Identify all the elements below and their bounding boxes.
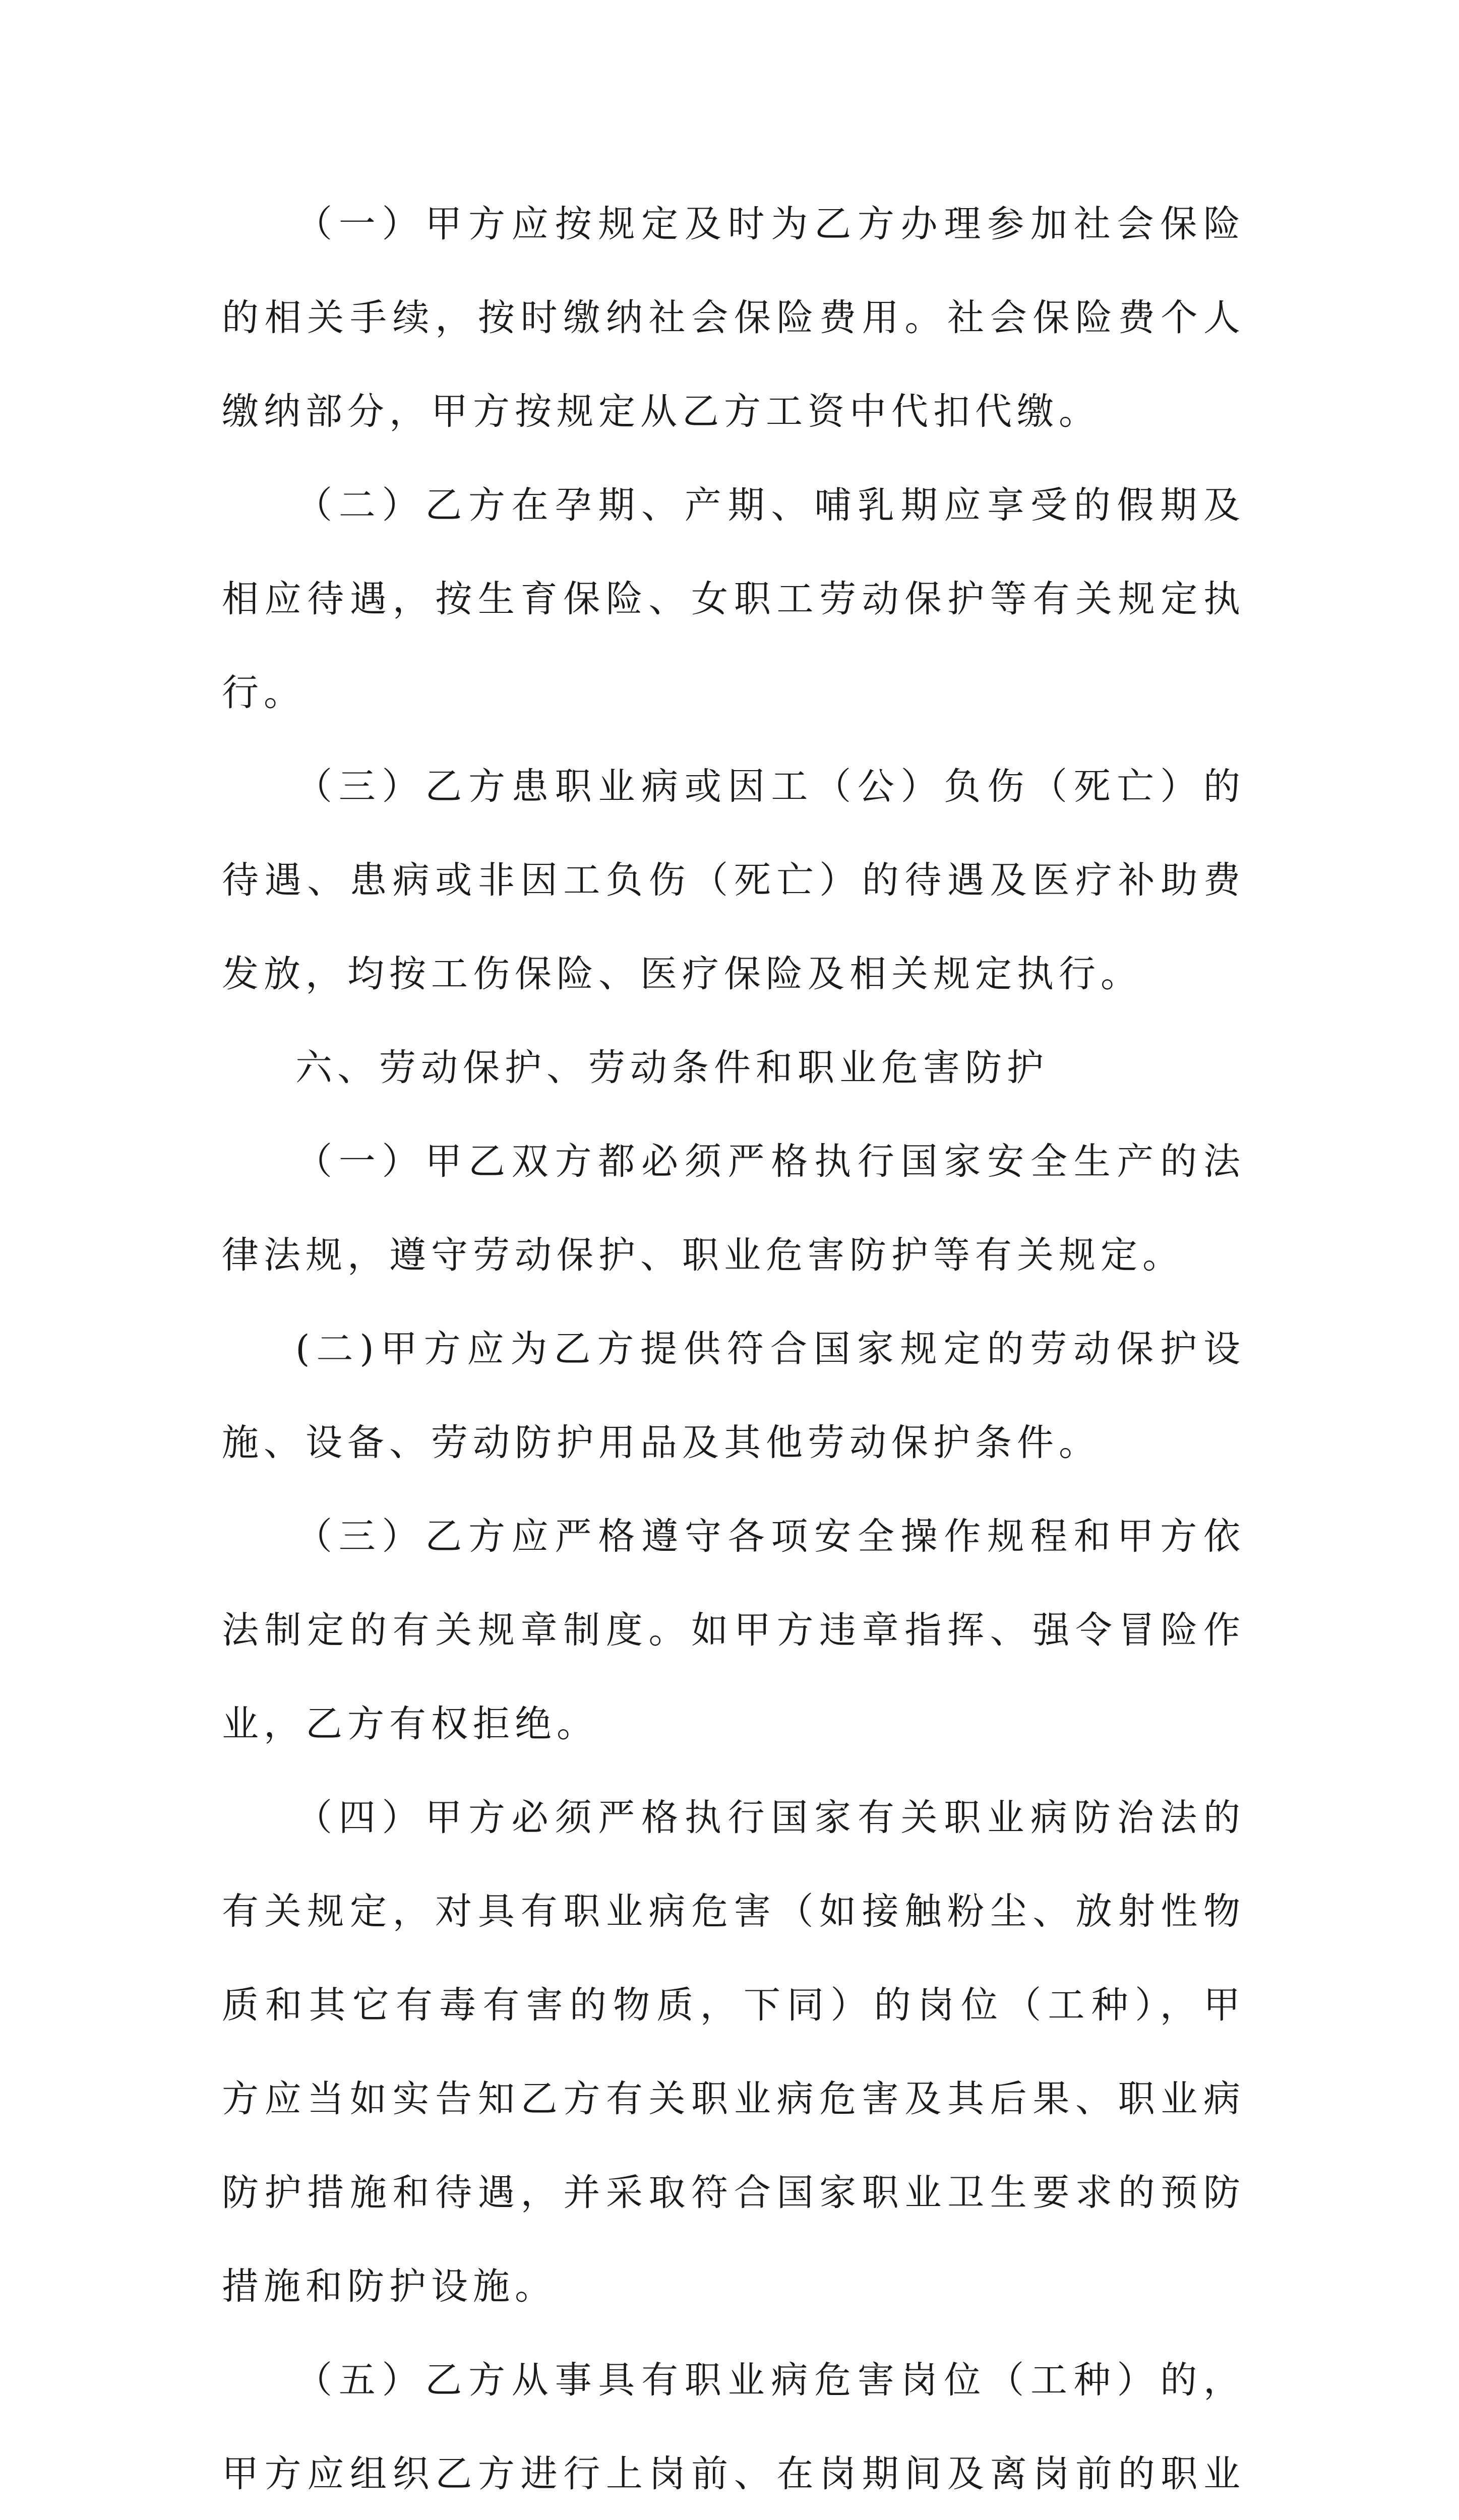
section-heading-labor-protection: 六、劳动保护、劳动条件和职业危害防护 [295, 1046, 1049, 1089]
paragraph-occupational-disease-law: （四）甲方必须严格执行国家有关职业病防治法的有关规定，对具有职业病危害（如接触粉尘、放射性物质和其它有毒有害的物质，下同）的岗位（工种），甲方应当如实告知乙方有关职业病危害及其后果、职业病防护措施和待遇，并采取符合国家职业卫生要求的预防措施和防护设施。 [222, 1796, 1245, 2308]
paragraph-occupational-injury: （三）乙方患职业病或因工（公）负伤（死亡）的待遇、患病或非因工负伤（死亡）的待遇及医疗补助费发放，均按工伤保险、医疗保险及相关规定执行。 [222, 765, 1245, 995]
document-body [222, 177, 1245, 2520]
paragraph-protection-facilities: (二)甲方应为乙方提供符合国家规定的劳动保护设施、设备、劳动防护用品及其他劳动保护条件。 [222, 1328, 1245, 1464]
paragraph-operating-rules: （三）乙方应严格遵守各项安全操作规程和甲方依法制定的有关规章制度。如甲方违章指挥、强令冒险作业，乙方有权拒绝。 [222, 1515, 1245, 1745]
paragraph-maternity: （二）乙方在孕期、产期、哺乳期应享受的假期及相应待遇，按生育保险、女职工劳动保护等有关规定执行。 [222, 484, 1245, 714]
paragraph-health-examination: （五）乙方从事具有职业病危害岗位（工种）的，甲方应组织乙方进行上岗前、在岗期间及离岗前的职业 [222, 2359, 1245, 2495]
paragraph-safety-laws: （一）甲乙双方都必须严格执行国家安全生产的法律法规，遵守劳动保护、职业危害防护等有关规定。 [222, 1140, 1245, 1277]
paragraph-social-insurance: （一）甲方应按规定及时为乙方办理参加社会保险的相关手续，按时缴纳社会保险费用。社会保险费个人缴纳部分，甲方按规定从乙方工资中代扣代缴。 [222, 203, 1245, 433]
